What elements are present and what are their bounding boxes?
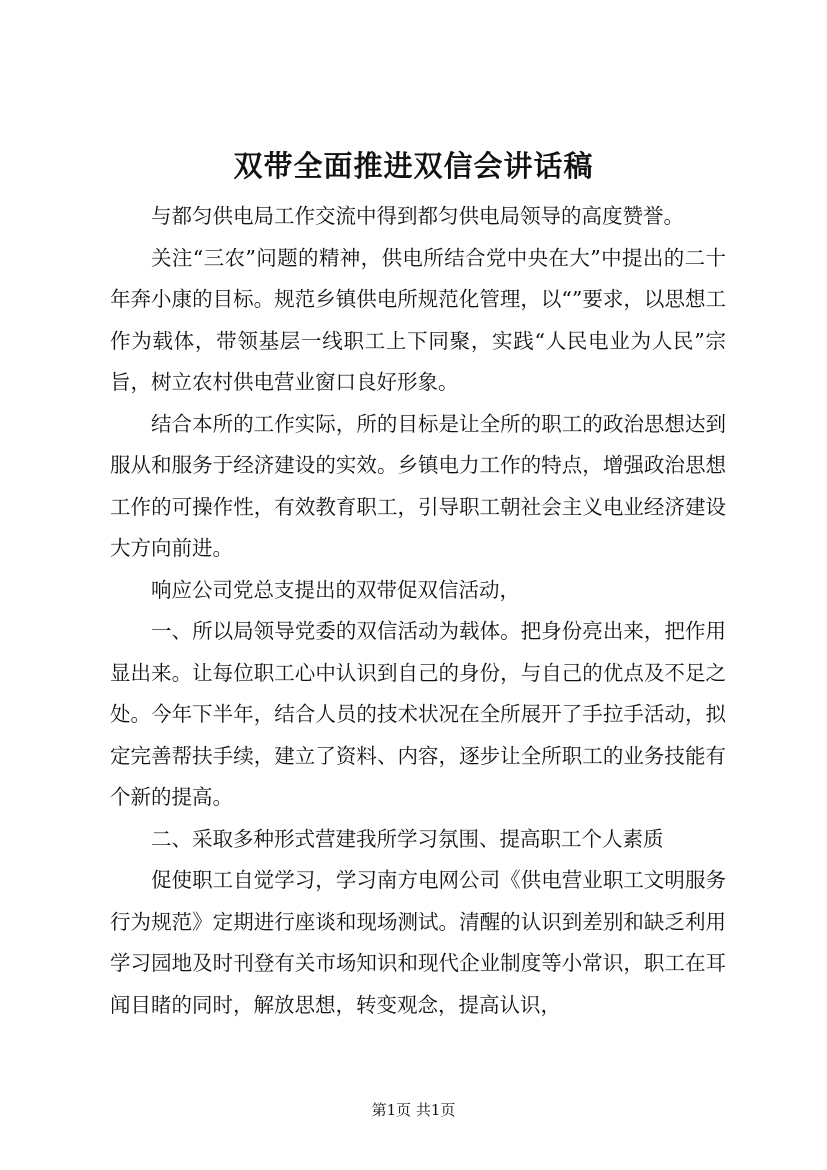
paragraph-2: 关注“三农”问题的精神，供电所结合党中央在大”中提出的二十年奔小康的目标。规范乡镇供电所规范化管理，以“”要求，以思想工作为载体，带领基层一线职工上下同聚，实践“人民电业为人民”宗旨，树立农村供电营业窗口良好形象。 [110,245,726,394]
paragraph-1: 与都匀供电局工作交流中得到都匀供电局领导的高度赞誉。 [151,204,684,228]
document-body [110,196,726,1026]
paragraph-6: 二、采取多种形式营建我所学习氛围、提高职工个人素质 [151,826,664,851]
page-footer: 第1页 共1页 [371,1101,456,1119]
document-title: 双带全面推进双信会讲话稿 [233,149,594,183]
paragraph-7: 促使职工自觉学习，学习南方电网公司《供电营业职工文明服务行为规范》定期进行座谈和现场测试。清醒的认识到差别和缺乏利用学习园地及时刊登有关市场知识和现代企业制度等小常识，职工在耳闻目睹的同时，解放思想，转变观念，提高认识， [110,868,726,1017]
paragraph-5: 一、所以局领导党委的双信活动为载体。把身份亮出来，把作用显出来。让每位职工心中认识到自己的身份，与自己的优点及不足之处。今年下半年，结合人员的技术状况在全所展开了手拉手活动，拟定完善帮扶手续，建立了资料、内容，逐步让全所职工的业务技能有个新的提高。 [110,619,726,809]
paragraph-4: 响应公司党总支提出的双带促双信活动， [151,577,520,602]
paragraph-3: 结合本所的工作实际，所的目标是让全所的职工的政治思想达到服从和服务于经济建设的实效。乡镇电力工作的特点，增强政治思想工作的可操作性，有效教育职工，引导职工朝社会主义电业经济建设大方向前进。 [110,411,726,560]
